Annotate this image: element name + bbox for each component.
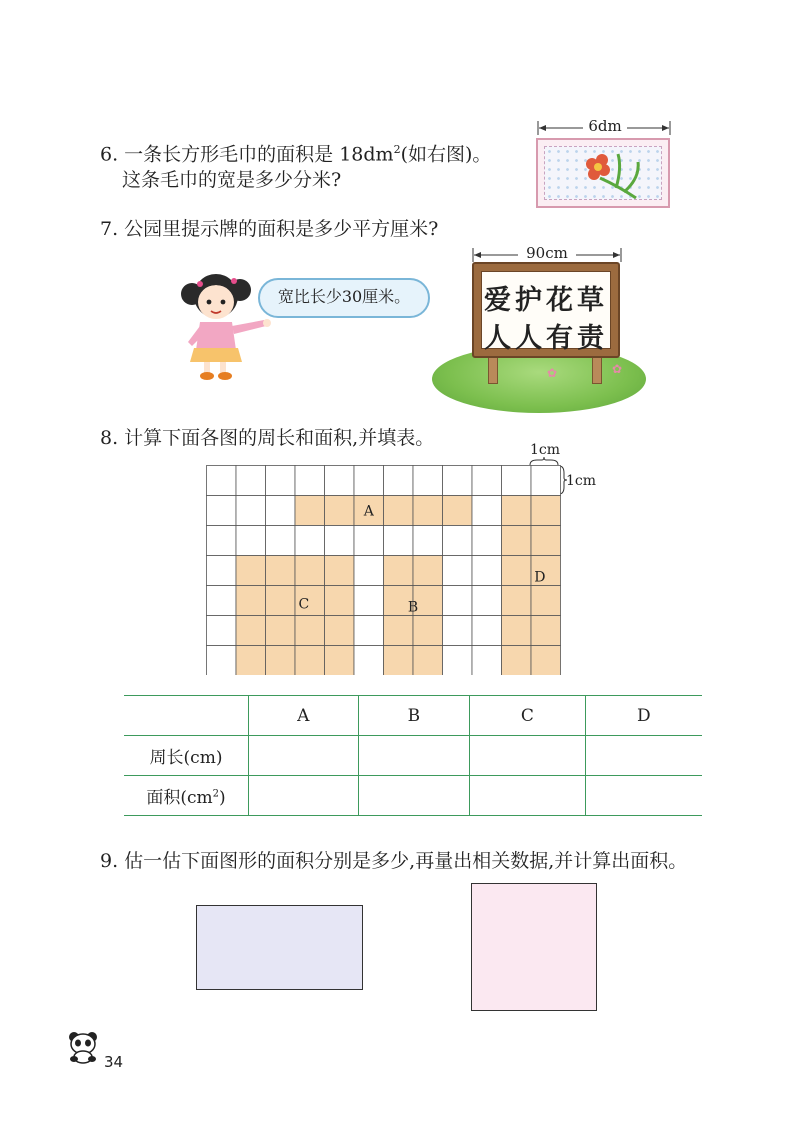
grid-cell [413, 526, 443, 556]
grid-cell [384, 526, 414, 556]
grid-cell [266, 526, 296, 556]
grid-cell [207, 556, 237, 586]
sign-text-line1: 爱护花草 [484, 285, 608, 316]
towel-illustration [536, 138, 670, 208]
grid-cell [325, 466, 355, 496]
grid-cell [295, 496, 325, 526]
answer-cell[interactable] [249, 736, 359, 776]
shape-label-c: C [298, 596, 310, 613]
grid-cell [354, 616, 384, 646]
question-7: 7. 公园里提示牌的面积是多少平方厘米? [100, 218, 439, 240]
panda-icon [66, 1030, 102, 1064]
question-6-line1: 6. 一条长方形毛巾的面积是 $18dm^2$(如右图)。 [100, 143, 492, 166]
grid-cell [413, 616, 443, 646]
answer-cell[interactable] [249, 776, 359, 816]
grid-cell [502, 496, 532, 526]
grid-cell [443, 556, 473, 586]
grid-unit-top: 1cm [530, 442, 561, 458]
row-label-area: 面积$(cm^2)$ [124, 776, 249, 816]
grid-cell [443, 646, 473, 676]
towel-dimension-label: 6dm [583, 118, 627, 134]
grid-cell [502, 526, 532, 556]
grid-cell [207, 466, 237, 496]
answer-cell[interactable] [585, 736, 702, 776]
grid-cell [443, 616, 473, 646]
grid-cell [325, 556, 355, 586]
table-row-perimeter [124, 736, 702, 776]
grid-cell [531, 616, 561, 646]
grid-cell [295, 526, 325, 556]
table-header-cell: B [358, 696, 469, 736]
grid-cell [502, 646, 532, 676]
grid-cell [236, 556, 266, 586]
grid-cell [236, 646, 266, 676]
grid-cell [472, 496, 502, 526]
shape-label-b: B [407, 599, 419, 616]
grid-cell [472, 556, 502, 586]
grid-cell [413, 496, 443, 526]
answer-cell[interactable] [585, 776, 702, 816]
grid-cell [443, 526, 473, 556]
answer-cell[interactable] [470, 776, 586, 816]
page-number: 34 [104, 1053, 124, 1071]
grid-cell [531, 646, 561, 676]
table-header-row [124, 696, 702, 736]
grid-cell [502, 586, 532, 616]
grid-cell [207, 616, 237, 646]
table-header-cell: C [470, 696, 586, 736]
table-header-cell: D [585, 696, 702, 736]
grid-cell [207, 526, 237, 556]
grid-cell [502, 466, 532, 496]
grid-cell [413, 466, 443, 496]
small-flower-icon: ✿ [612, 362, 623, 376]
grid-cell [472, 646, 502, 676]
grid-cell [266, 586, 296, 616]
grid-cell [295, 646, 325, 676]
grid-cell [384, 556, 414, 586]
grid-cell [207, 646, 237, 676]
grid-cell [443, 466, 473, 496]
grid-cell [531, 496, 561, 526]
grid-cell [384, 466, 414, 496]
grid-cell [472, 526, 502, 556]
sign-text-line2: 人人有责 [484, 323, 608, 354]
grid-cell [472, 616, 502, 646]
grid-cell [502, 616, 532, 646]
speech-bubble-text: 宽比长少30厘米。 [277, 287, 411, 306]
grid-cell [236, 496, 266, 526]
rectangle-shape [196, 905, 363, 990]
grid-cell [531, 586, 561, 616]
grid-cell [354, 556, 384, 586]
grid-cell [384, 616, 414, 646]
park-sign [472, 262, 620, 358]
grid-cell [295, 616, 325, 646]
row-label-perimeter: 周长(cm) [124, 736, 249, 776]
grid-cell [354, 586, 384, 616]
grid-cell [295, 466, 325, 496]
grid-cell [413, 556, 443, 586]
grid-cell [531, 466, 561, 496]
grid-unit-right: 1cm [566, 473, 597, 489]
grid-cell [354, 646, 384, 676]
grid-cell [207, 586, 237, 616]
table-header-cell [124, 696, 249, 736]
grid-cell [236, 616, 266, 646]
table-header-cell: A [249, 696, 359, 736]
grid-cell [236, 526, 266, 556]
grid-cell [413, 646, 443, 676]
sign-dimension-label: 90cm [518, 245, 576, 261]
grid-cell [443, 496, 473, 526]
square-grid [206, 465, 561, 675]
grid-cell [325, 646, 355, 676]
grid-cell [531, 526, 561, 556]
grid-cell [266, 646, 296, 676]
grid-cell [502, 556, 532, 586]
shape-label-d: D [534, 569, 546, 586]
shape-label-a: A [363, 503, 374, 520]
grid-cell [266, 496, 296, 526]
grid-cell [325, 496, 355, 526]
answer-cell[interactable] [358, 776, 469, 816]
table-row-area [124, 776, 702, 816]
small-flower-icon: ✿ [547, 366, 558, 380]
grid-cell [472, 466, 502, 496]
question-6-line2: 这条毛巾的宽是多少分米? [122, 169, 342, 191]
grid-cell [295, 556, 325, 586]
grid-cell [207, 496, 237, 526]
answer-cell[interactable] [470, 736, 586, 776]
grid-cell [325, 586, 355, 616]
grid-cell [384, 646, 414, 676]
answer-table [124, 695, 702, 816]
grid-cell [236, 586, 266, 616]
grid-cell [354, 466, 384, 496]
grid-cell [443, 586, 473, 616]
grid-cell [325, 616, 355, 646]
question-8: 8. 计算下面各图的周长和面积,并填表。 [100, 427, 435, 449]
grid-cell [266, 556, 296, 586]
flower-icon [578, 148, 648, 202]
grid-cell [266, 466, 296, 496]
grid-cell [354, 526, 384, 556]
answer-cell[interactable] [358, 736, 469, 776]
grid-cell [472, 586, 502, 616]
grid-cell [266, 616, 296, 646]
grid-cell [384, 496, 414, 526]
square-shape [471, 883, 597, 1011]
question-9: 9. 估一估下面图形的面积分别是多少,再量出相关数据,并计算出面积。 [100, 850, 688, 872]
grid-cell [325, 526, 355, 556]
grid-cell [236, 466, 266, 496]
